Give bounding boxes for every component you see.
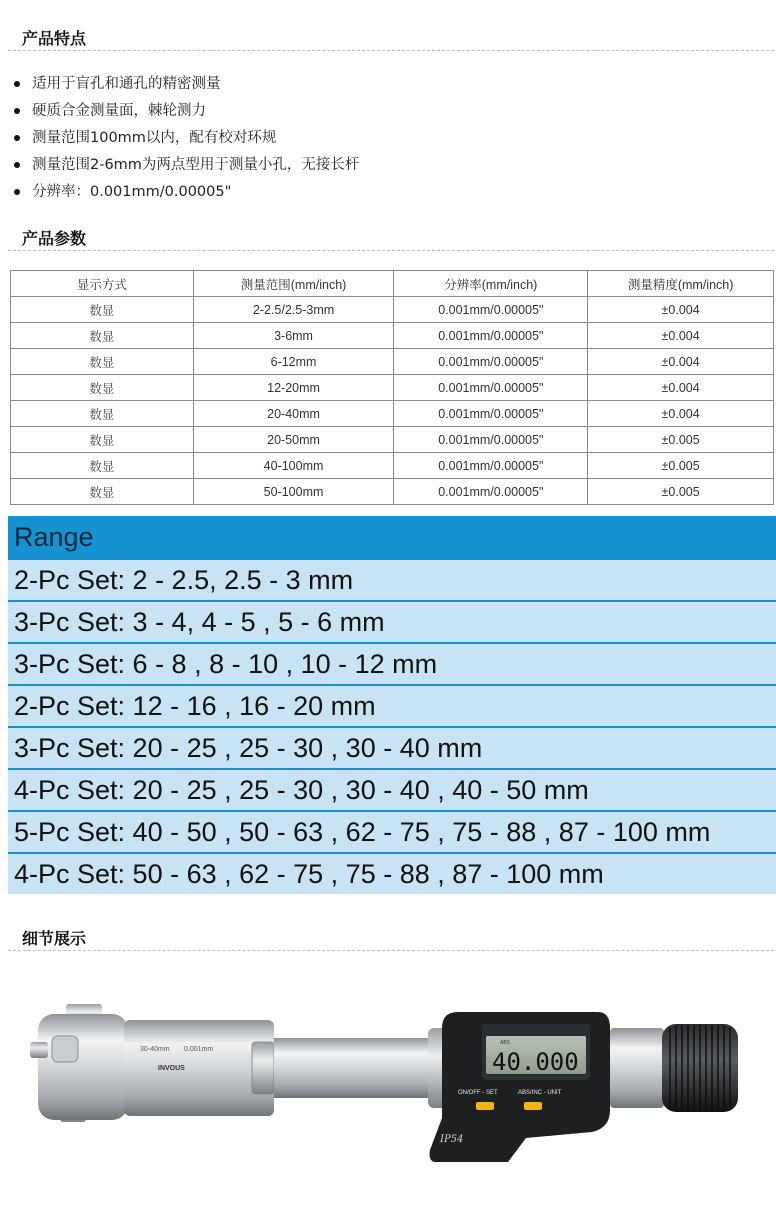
gauge-shaft [274, 1038, 444, 1098]
cell-resolution: 0.001mm/0.00005" [394, 349, 588, 375]
details-title: 细节展示 [22, 929, 87, 948]
cell-resolution: 0.001mm/0.00005" [394, 479, 588, 505]
col-header-display: 显示方式 [11, 271, 194, 297]
col-header-accuracy: 测量精度(mm/inch) [588, 271, 774, 297]
lcd-value: 40.000 [492, 1048, 579, 1076]
barrel-range-label: 30-40mm [140, 1046, 170, 1053]
list-item [14, 178, 754, 205]
features-divider [8, 50, 774, 51]
btn-right-label: ABS/INC - UNIT [518, 1090, 562, 1096]
cell-display: 数显 [11, 323, 194, 349]
cell-range: 50-100mm [193, 479, 394, 505]
cell-resolution: 0.001mm/0.00005" [394, 323, 588, 349]
cell-accuracy: ±0.005 [588, 453, 774, 479]
table-row [11, 401, 774, 427]
feature-text: 测量范围100mm以内，配有校对环规 [32, 129, 277, 146]
ip-rating-label: IP54 [440, 1134, 464, 1145]
cell-accuracy: ±0.004 [588, 323, 774, 349]
bullet-icon [14, 135, 20, 141]
anvil-left [30, 1042, 48, 1058]
table-row [11, 479, 774, 505]
params-title: 产品参数 [22, 229, 87, 248]
feature-text: 分辨率：0.001mm/0.00005" [32, 183, 232, 200]
range-row: 4-Pc Set: 50 - 63 , 62 - 75 , 75 - 88 , 87 - 100 mm [8, 852, 776, 894]
features-list [14, 70, 754, 205]
rear-barrel [610, 1028, 664, 1108]
range-header: Range [8, 516, 776, 558]
col-header-range: 测量范围(mm/inch) [193, 271, 394, 297]
table-row [11, 349, 774, 375]
list-item [14, 124, 754, 151]
bullet-icon [14, 81, 20, 87]
feature-text: 适用于盲孔和通孔的精密测量 [32, 75, 221, 92]
cell-resolution: 0.001mm/0.00005" [394, 297, 588, 323]
abs-inc-unit-button[interactable] [524, 1102, 542, 1110]
range-row: 2-Pc Set: 2 - 2.5, 2.5 - 3 mm [8, 558, 776, 600]
cell-range: 2-2.5/2.5-3mm [193, 297, 394, 323]
cell-accuracy: ±0.004 [588, 401, 774, 427]
cell-display: 数显 [11, 453, 194, 479]
gauge-head [38, 1014, 128, 1120]
cell-range: 20-50mm [193, 427, 394, 453]
cell-accuracy: ±0.005 [588, 427, 774, 453]
range-row: 3-Pc Set: 20 - 25 , 25 - 30 , 30 - 40 mm [8, 726, 776, 768]
cell-accuracy: ±0.005 [588, 479, 774, 505]
range-row: 3-Pc Set: 6 - 8 , 8 - 10 , 10 - 12 mm [8, 642, 776, 684]
params-table [10, 270, 774, 505]
params-divider [8, 250, 774, 251]
cell-accuracy: ±0.004 [588, 375, 774, 401]
table-row [11, 323, 774, 349]
cell-display: 数显 [11, 479, 194, 505]
table-row [11, 375, 774, 401]
cell-resolution: 0.001mm/0.00005" [394, 453, 588, 479]
features-title: 产品特点 [22, 29, 87, 48]
table-header-row [11, 271, 774, 297]
cell-resolution: 0.001mm/0.00005" [394, 375, 588, 401]
table-row [11, 453, 774, 479]
range-row: 4-Pc Set: 20 - 25 , 25 - 30 , 30 - 40 , 40 - 50 mm [8, 768, 776, 810]
bullet-icon [14, 189, 20, 195]
cell-accuracy: ±0.004 [588, 349, 774, 375]
cell-range: 6-12mm [193, 349, 394, 375]
feature-text: 硬质合金测量面，棘轮测力 [32, 102, 206, 119]
on-off-set-button[interactable] [476, 1102, 494, 1110]
cell-range: 12-20mm [193, 375, 394, 401]
lcd-mode: ABS [500, 1040, 511, 1046]
table-row [11, 297, 774, 323]
range-row: 5-Pc Set: 40 - 50 , 50 - 63 , 62 - 75 , 75 - 88 , 87 - 100 mm [8, 810, 776, 852]
bullet-icon [14, 162, 20, 168]
bore-gauge-photo [30, 998, 750, 1173]
btn-left-label: ON/OFF - SET [458, 1090, 498, 1096]
gauge-barrel [124, 1020, 274, 1116]
brand-label: INVOUS [158, 1065, 185, 1072]
list-item [14, 70, 754, 97]
cell-range: 20-40mm [193, 401, 394, 427]
head-slot [52, 1036, 78, 1062]
cell-display: 数显 [11, 349, 194, 375]
cell-resolution: 0.001mm/0.00005" [394, 401, 588, 427]
cell-resolution: 0.001mm/0.00005" [394, 427, 588, 453]
barrel-res-label: 0.001mm [184, 1046, 214, 1053]
range-table [8, 516, 776, 894]
cell-display: 数显 [11, 401, 194, 427]
feature-text: 测量范围2-6mm为两点型用于测量小孔，无接长杆 [32, 156, 360, 173]
list-item [14, 151, 754, 178]
barrel-collar [252, 1042, 274, 1094]
col-header-resolution: 分辨率(mm/inch) [394, 271, 588, 297]
cell-accuracy: ±0.004 [588, 297, 774, 323]
cell-display: 数显 [11, 297, 194, 323]
cell-range: 40-100mm [193, 453, 394, 479]
cell-display: 数显 [11, 427, 194, 453]
list-item [14, 97, 754, 124]
table-row [11, 427, 774, 453]
range-row: 2-Pc Set: 12 - 16 , 16 - 20 mm [8, 684, 776, 726]
bullet-icon [14, 108, 20, 114]
range-row: 3-Pc Set: 3 - 4, 4 - 5 , 5 - 6 mm [8, 600, 776, 642]
cell-display: 数显 [11, 375, 194, 401]
cell-range: 3-6mm [193, 323, 394, 349]
details-divider [8, 950, 774, 951]
